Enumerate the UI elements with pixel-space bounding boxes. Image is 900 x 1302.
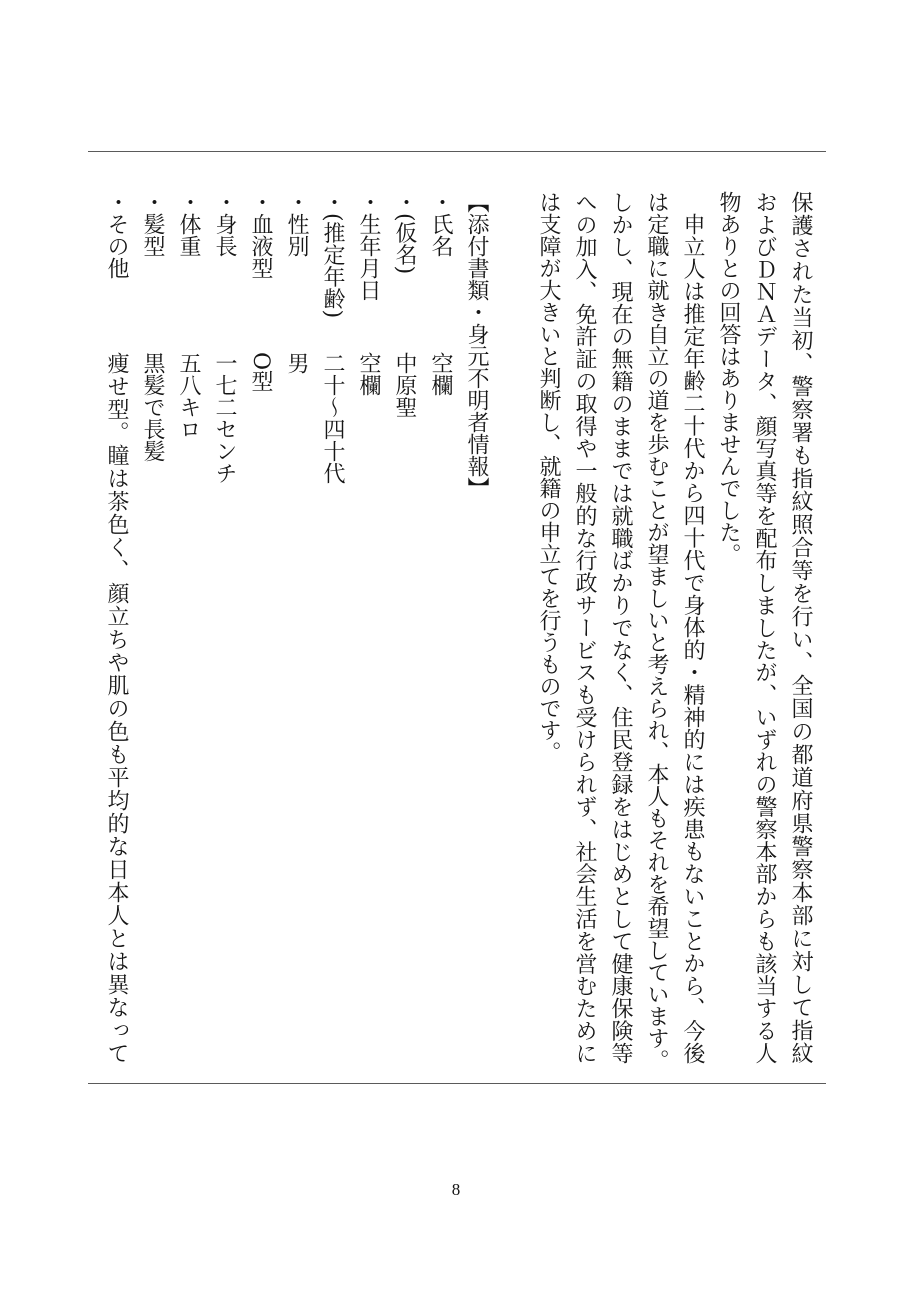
info-value: 痩せ型。瞳は茶色く、顔立ちや肌の色も平均的な日本人とは異なって	[104, 352, 129, 1064]
bottom-rule	[88, 1083, 826, 1084]
info-value: 五八キロ	[176, 352, 201, 440]
body-line-paragraph-start: 申立人は推定年齢二十代から四十代で身体的・精神的には疾患もないことから、今後	[680, 213, 705, 1064]
info-label: ・(仮名)	[392, 191, 417, 275]
info-value: 空欄	[428, 352, 453, 396]
info-label: ・血液型	[248, 191, 273, 279]
info-value: 二十〜四十代	[320, 352, 345, 484]
body-line: 保護された当初、警察署も指紋照合等を行い、全国の都道府県警察本部に対して指紋	[788, 191, 813, 1064]
page-number: 8	[451, 1180, 461, 1199]
info-value: 一七二センチ	[212, 352, 237, 484]
info-label: ・性別	[284, 191, 309, 257]
body-line: への加入、免許証の取得や一般的な行政サービスも受けられず、社会生活を営むために	[572, 191, 597, 1064]
info-value: 男	[284, 352, 309, 374]
body-line: は定職に就き自立の道を歩むことが望ましいと考えられ、本人もそれを希望しています。	[644, 191, 669, 1071]
info-label: ・髪型	[140, 191, 165, 257]
info-label: ・生年月日	[356, 191, 381, 301]
info-value: 空欄	[356, 352, 381, 396]
info-value: 中原聖	[392, 352, 417, 418]
body-line: 物ありとの回答はありませんでした。	[716, 191, 741, 565]
info-value: O型	[248, 352, 273, 393]
info-label: ・体重	[176, 191, 201, 257]
attachment-heading: 【添付書類・身元不明者情報】	[464, 191, 489, 499]
info-value: 黒髪で長髪	[140, 352, 165, 462]
body-line: およびＤＮＡデータ、顔写真等を配布しましたが、いずれの警察本部からも該当する人	[752, 191, 777, 1065]
info-label: ・その他	[104, 191, 129, 279]
body-line: は支障が大きいと判断し、就籍の申立てを行うものです。	[536, 191, 561, 763]
info-label: ・(推定年齢)	[320, 191, 345, 319]
top-rule	[88, 151, 826, 152]
info-label: ・氏名	[428, 191, 453, 257]
info-label: ・身長	[212, 191, 237, 257]
body-line: しかし、現在の無籍のままでは就職ばかりでなく、住民登録をはじめとして健康保険等	[608, 191, 633, 1064]
